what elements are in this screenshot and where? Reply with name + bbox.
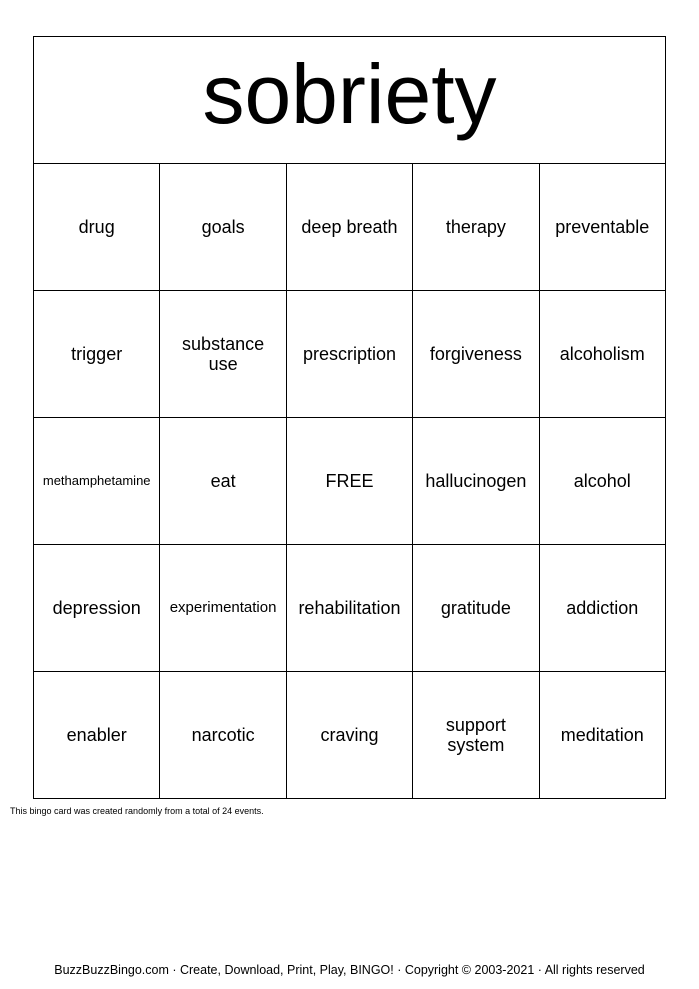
bingo-cell <box>34 418 160 545</box>
cell-text: meditation <box>560 725 644 745</box>
cell-text: narcotic <box>191 725 255 745</box>
title-row <box>34 37 666 164</box>
cell-text: alcohol <box>573 471 631 491</box>
bingo-cell <box>413 672 539 799</box>
bingo-cell <box>286 672 412 799</box>
card-note: This bingo card was created randomly from a total of 24 events. <box>10 806 264 816</box>
bingo-cell <box>539 418 665 545</box>
bingo-cell <box>160 418 286 545</box>
cell-text: substance use <box>182 334 265 374</box>
bingo-cell <box>34 291 160 418</box>
cell-text: deep breath <box>301 217 398 237</box>
bingo-row-3 <box>34 418 666 545</box>
card-title: sobriety <box>202 47 497 141</box>
cell-text: hallucinogen <box>425 471 527 491</box>
bingo-cell <box>34 672 160 799</box>
bingo-cell <box>160 291 286 418</box>
bingo-cell <box>286 291 412 418</box>
bingo-cell <box>539 164 665 291</box>
cell-text: goals <box>201 217 245 237</box>
cell-text: alcoholism <box>559 344 645 364</box>
cell-text: FREE <box>325 471 374 491</box>
bingo-card <box>33 36 666 799</box>
bingo-cell <box>160 672 286 799</box>
cell-text: gratitude <box>440 598 511 618</box>
cell-text: rehabilitation <box>298 598 401 618</box>
bingo-row-5 <box>34 672 666 799</box>
cell-text: drug <box>78 217 115 237</box>
cell-text: prescription <box>302 344 396 364</box>
bingo-cell <box>413 545 539 672</box>
bingo-cell <box>539 545 665 672</box>
cell-text: craving <box>320 725 379 745</box>
bingo-cell <box>34 545 160 672</box>
bingo-cell <box>34 164 160 291</box>
bingo-cell <box>160 545 286 672</box>
cell-text: trigger <box>71 344 123 364</box>
cell-text: forgiveness <box>429 344 522 364</box>
card-title-cell <box>34 37 666 164</box>
bingo-cell <box>286 545 412 672</box>
cell-text: support system <box>445 715 506 755</box>
bingo-cell <box>539 291 665 418</box>
cell-text: enabler <box>66 725 127 745</box>
cell-text: depression <box>52 598 141 618</box>
bingo-row-4 <box>34 545 666 672</box>
bingo-cell <box>413 291 539 418</box>
bingo-row-2 <box>34 291 666 418</box>
page-footer: BuzzBuzzBingo.com · Create, Download, Print, Play, BINGO! · Copyright © 2003-2021 · All rights reserved <box>54 963 645 977</box>
free-cell <box>286 418 412 545</box>
bingo-cell <box>539 672 665 799</box>
cell-text: therapy <box>445 217 506 237</box>
cell-text: methamphetamine <box>42 473 151 488</box>
bingo-cell <box>413 418 539 545</box>
cell-text: addiction <box>566 598 639 618</box>
cell-text: preventable <box>555 217 650 237</box>
bingo-cell <box>286 164 412 291</box>
bingo-cell <box>413 164 539 291</box>
cell-text: eat <box>210 471 236 491</box>
bingo-cell <box>160 164 286 291</box>
bingo-row-1 <box>34 164 666 291</box>
cell-text: experimentation <box>169 599 277 616</box>
